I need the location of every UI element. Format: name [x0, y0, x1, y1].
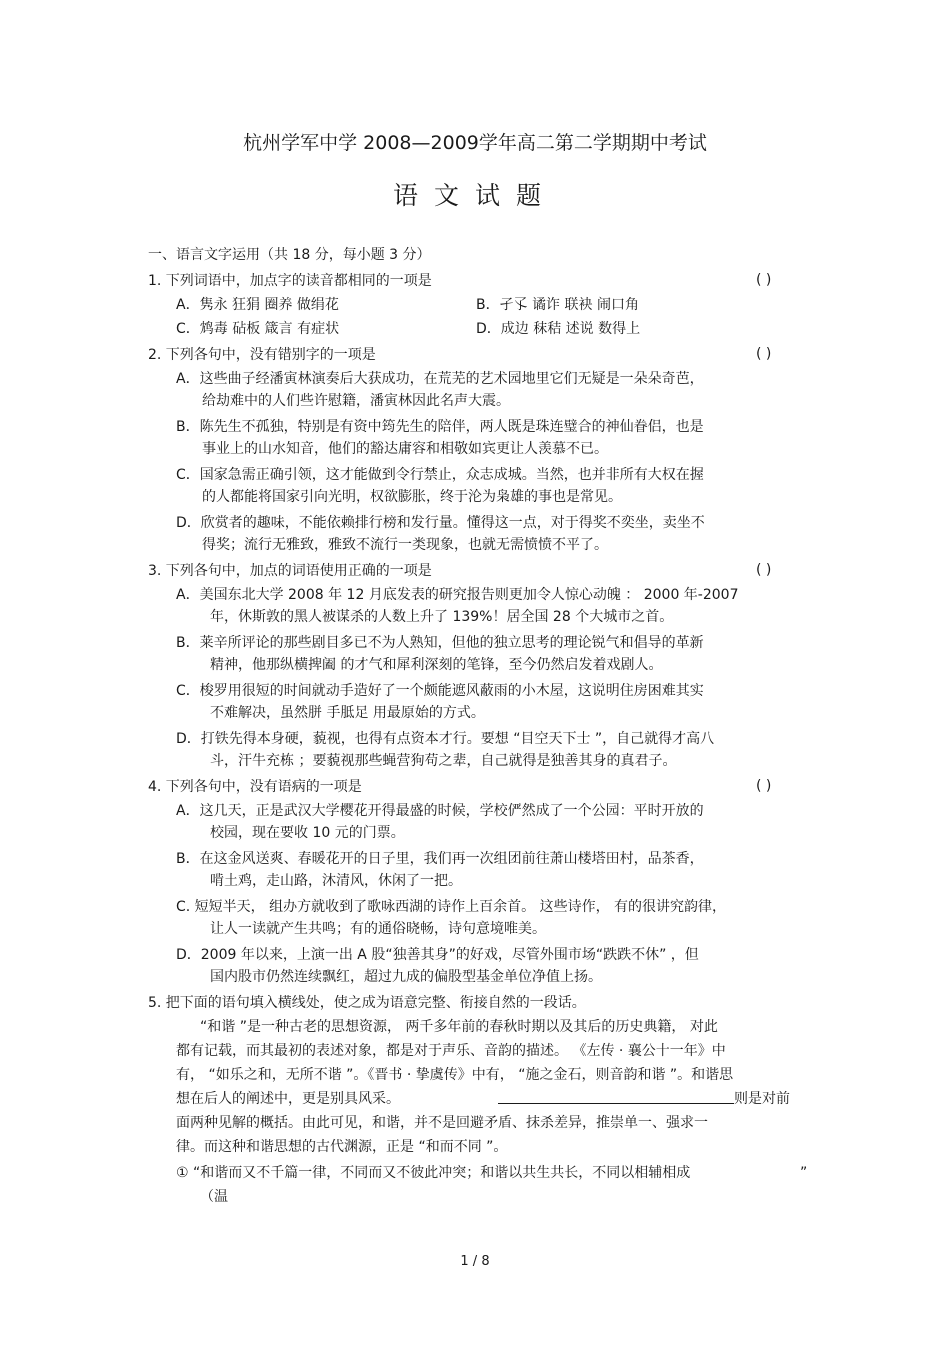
q3-option-b-line1: B．莱辛所评论的那些剧目多已不为人熟知，但他的独立思考的理论锐气和倡导的革新 [176, 635, 704, 651]
q2-option-d-line1: D．欣赏者的趣味，不能依赖排行榜和发行量。懂得这一点，对于得奖不奕坐，卖坐不 [176, 515, 705, 531]
page-number: 1 / 8 [460, 1254, 490, 1269]
q4-option-b-line1: B．在这金风送爽、春暖花开的日子里，我们再一次组团前往萧山楼塔田村，品茶香， [176, 851, 704, 867]
q5-option-1-quote-end: ” [800, 1165, 808, 1181]
q3-option-a-line2: 年，休斯敦的黑人被谋杀的人数上升了 139%！居全国 28 个大城市之首。 [210, 609, 674, 625]
q5-passage-line4: 想在后人的阐述中，更是别具风采。 [176, 1091, 400, 1107]
question-3-stem: 3. 下列各句中，加点的词语使用正确的一项是 [148, 563, 432, 579]
q4-option-b-line2: 啃土鸡，走山路，沐清风，休闲了一把。 [210, 873, 462, 889]
document-title: 语文试题 [392, 181, 557, 210]
q5-passage-line2: 都有记载，而其最初的表述对象，都是对于声乐、音韵的描述。 《左传 · 襄公十一年》中 [176, 1043, 726, 1059]
q2-option-d-line2: 得奖；流行无雅致，雅致不流行一类现象，也就无需愤愤不平了。 [202, 537, 608, 553]
q4-option-c-line1: C. 短短半天， 组办方就收到了歌咏西湖的诗作上百余首。 这些诗作， 有的很讲究韵律， [176, 899, 727, 915]
q2-option-a-line1: A．这些曲子经潘寅林演奏后大获成功，在荒芜的艺术园地里它们无疑是一朵朵奇芭， [176, 371, 704, 387]
answer-paren-4: ( ) [756, 778, 772, 794]
q2-option-a-line2: 给劫难中的人们些许慰籍，潘寅林因此名声大震。 [202, 393, 510, 409]
q1-option-a: A．隽永 狂狷 圈养 做绢花 [176, 297, 339, 313]
q5-passage-line3: 有， “如乐之和，无所不谐 ”。《晋书 · 挚虞传》中有， “施之金石，则音韵和谐 ”。和谐思 [176, 1067, 734, 1083]
q5-option-1: ① “和谐而又不千篇一律，不同而又不彼此冲突；和谐以共生共长，不同以相辅相成 [176, 1165, 691, 1181]
question-1-stem: 1. 下列词语中，加点字的读音都相同的一项是 [148, 273, 432, 289]
q5-passage-line1: “和谐 ”是一种古老的思想资源， 两千多年前的春秋时期以及其后的历史典籍， 对此 [200, 1019, 718, 1035]
q1-option-c: C．鸩毒 砧板 箴言 有症状 [176, 321, 340, 337]
q5-option-1-line2: （温 [200, 1189, 228, 1205]
q5-passage-line4-tail: 则是对前 [734, 1091, 790, 1107]
q2-option-c-line1: C．国家急需正确引领，这才能做到令行禁止，众志成城。当然，也并非所有大权在握 [176, 467, 704, 483]
q3-option-b-line2: 精神，他那纵横捭阖 的才气和犀利深刻的笔锋，至今仍然启发着戏剧人。 [210, 657, 663, 673]
q4-option-c-line2: 让人一读就产生共鸣；有的通俗晓畅，诗句意境唯美。 [210, 921, 546, 937]
answer-paren-3: ( ) [756, 562, 772, 578]
q3-option-c-line1: C．梭罗用很短的时间就动手造好了一个颇能遮风蔽雨的小木屋，这说明住房困难其实 [176, 683, 704, 699]
question-2-stem: 2. 下列各句中，没有错别字的一项是 [148, 347, 376, 363]
q4-option-a-line1: A．这几天，正是武汉大学樱花开得最盛的时候，学校俨然成了一个公园：平时开放的 [176, 803, 704, 819]
fill-in-blank[interactable] [498, 1103, 734, 1104]
q4-option-d-line1: D．2009 年以来，上演一出 A 股“独善其身”的好戏，尽管外围市场“跌跌不休” ，但 [176, 947, 699, 963]
q2-option-b-line1: B．陈先生不孤独，特别是有资中筠先生的陪伴，两人既是珠连璧合的神仙眷侣，也是 [176, 419, 704, 435]
question-5-stem: 5. 把下面的语句填入横线处，使之成为语意完整、衔接自然的一段话。 [148, 995, 586, 1011]
q4-option-a-line2: 校园，现在要收 10 元的门票。 [210, 825, 405, 841]
q3-option-c-line2: 不难解决，虽然胼 手胝足 用最原始的方式。 [210, 705, 485, 721]
answer-paren-1: ( ) [756, 272, 772, 288]
q3-option-a-line1: A．美国东北大学 2008 年 12 月底发表的研究报告则更加令人惊心动魄 ： 2000 年-2007 [176, 587, 739, 603]
q4-option-d-line2: 国内股市仍然连续飘红，超过九成的偏股型基金单位净值上扬。 [210, 969, 602, 985]
q2-option-b-line2: 事业上的山水知音，他们的豁达庸容和相敬如宾更让人羡慕不已。 [202, 441, 608, 457]
exam-header: 杭州学军中学 2008—2009学年高二第二学期期中考试 [243, 132, 707, 154]
question-4-stem: 4. 下列各句中，没有语病的一项是 [148, 779, 362, 795]
q3-option-d-line1: D．打铁先得本身硬，藐视，也得有点资本才行。要想 “目空天下士 ”，自己就得才高八 [176, 731, 715, 747]
q5-passage-line5: 面两种见解的概括。由此可见，和谐，并不是回避矛盾、抹杀差异，推崇单一、强求一 [176, 1115, 708, 1131]
section-heading: 一、语言文字运用（共 18 分，每小题 3 分） [148, 247, 431, 263]
q3-option-d-line2: 斗，汗牛充栋 ；要藐视那些蝇营狗苟之辈，自己就得是独善其身的真君子。 [210, 753, 677, 769]
q2-option-c-line2: 的人都能将国家引向光明，权欲膨胀，终于沦为枭雄的事也是常见。 [202, 489, 622, 505]
q1-option-d: D．成边 秣秸 述说 数得上 [476, 321, 641, 337]
q5-passage-line6: 律。而这种和谐思想的古代渊源，正是 “和而不同 ”。 [176, 1139, 508, 1155]
answer-paren-2: ( ) [756, 346, 772, 362]
q1-option-b: B．孑孓 谲诈 联袂 闹口角 [476, 297, 639, 313]
